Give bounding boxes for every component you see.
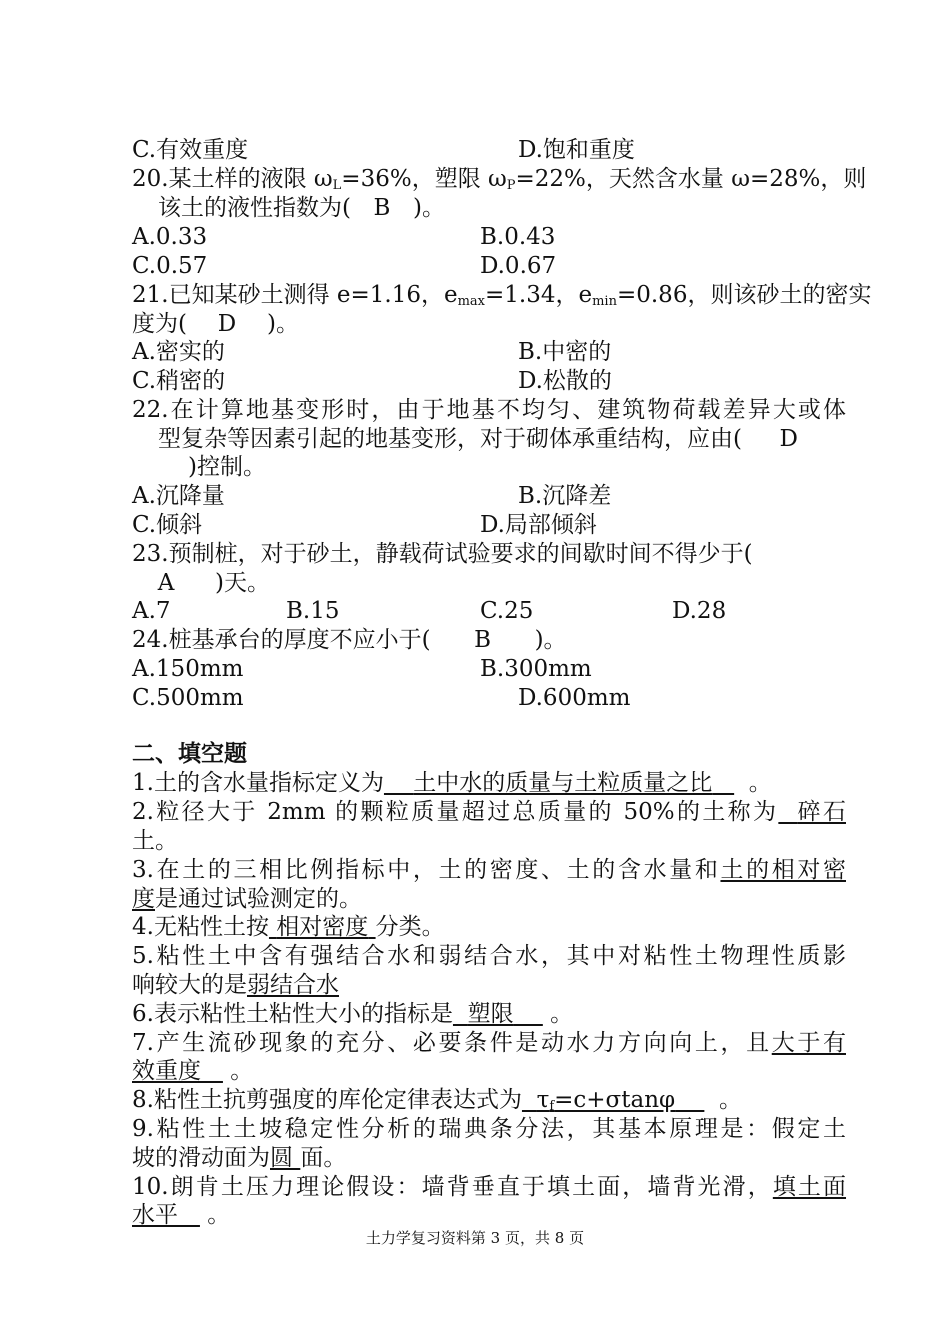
q22-answer: D: [779, 426, 798, 452]
q23-stem-line1: 23.预制桩，对于砂土，静载荷试验要求的间歇时间不得少于(: [132, 541, 753, 567]
q20-stem-line2: 该土的液性指数为( B )。: [158, 195, 445, 221]
fill-3-answer-part1: 土的相对密: [720, 857, 846, 883]
fill-5-line1: 5.粘性土中含有强结合水和弱结合水，其中对粘性土物理性质影: [132, 943, 846, 969]
fill-3-line2: 度是通过试验测定的。: [132, 886, 362, 912]
q24-option-c: C.500mm: [132, 685, 244, 711]
q22-options-row1: [132, 482, 846, 511]
q24-option-a: A.150mm: [132, 656, 244, 682]
fill-8: 8.粘性土抗剪强度的库伦定律表达式为 $\tau_f=c+\sigma\tan\varphi$ 。: [132, 1087, 742, 1114]
fill-5-answer: 弱结合水: [247, 972, 339, 998]
fill-2-line1: 2.粒径大于 2mm 的颗粒质量超过总质量的 50%的土称为 碎石: [132, 799, 846, 825]
fill-3-line1: 3.在土的三相比例指标中，土的密度、土的含水量和土的相对密: [132, 857, 846, 883]
fill-7-line1: 7.产生流砂现象的充分、必要条件是动水力方向向上，且大于有: [132, 1030, 846, 1056]
fill-8-answer: $\tau_f=c+\sigma\tan\varphi$: [536, 1087, 676, 1114]
fill-1: 1.土的含水量指标定义为 土中水的质量与土粒质量之比 。: [132, 770, 772, 796]
q20-option-d: D.0.67: [480, 253, 557, 279]
fill-10-answer-part2: 水平: [132, 1202, 178, 1228]
fill-6-answer: 塑限: [467, 1001, 514, 1027]
q24-option-b: B.300mm: [480, 656, 592, 682]
q23-option-b: B.15: [286, 598, 340, 624]
q23-stem-line2: A )天。: [155, 569, 846, 598]
q21-options-row1: [132, 338, 846, 367]
fill-5-line2: 响较大的是弱结合水: [132, 972, 339, 998]
q22-stem-line1: 22.在计算地基变形时，由于地基不均匀、建筑物荷载差异大或体: [132, 397, 846, 423]
q22-stem-line2: 型复杂等因素引起的地基变形，对于砌体承重结构，应由( D: [158, 426, 798, 452]
fill-6: 6.表示粘性土粘性大小的指标是 塑限 。: [132, 1001, 574, 1027]
q23-answer: A: [157, 570, 175, 596]
fill-7-answer-part1: 大于有: [771, 1030, 846, 1056]
q23-option-c: C.25: [480, 598, 534, 624]
q22-stem-line3: )控制。: [188, 454, 266, 480]
q20-option-a: A.0.33: [132, 224, 208, 250]
q23-options-row: [132, 597, 846, 626]
q20-option-c: C.0.57: [132, 253, 208, 279]
q20-option-b: B.0.43: [480, 224, 556, 250]
fill-1-answer: 土中水的质量与土粒质量之比: [413, 770, 713, 796]
page-footer: 土力学复习资料第 3 页，共 8 页: [365, 1229, 585, 1247]
q21-stem-line1: 21.已知某砂土测得 e=1.16，$e_{max}=1.34$，$e_{min}=0.86$，则该砂土的密实: [132, 282, 872, 309]
fill-10-answer-part1: 填土面: [772, 1174, 847, 1200]
q24-stem: 24.桩基承台的厚度不应小于( B )。: [132, 627, 567, 653]
q23-option-a: A.7: [132, 598, 171, 624]
fill-3-answer-part2: 度: [132, 886, 155, 912]
q20-stem-line1: 20.某土样的液限 $\omega_L=36\%$，塑限 $\omega_P=22\%$，天然含水量 ω=28%，则: [132, 166, 867, 193]
q21-option-a: A.密实的: [132, 339, 225, 365]
q24-answer: B: [474, 627, 492, 653]
fill-10-line1: 10.朗肯土压力理论假设：墙背垂直于填土面，墙背光滑，填土面: [132, 1174, 847, 1200]
fill-4: 4.无粘性土按 相对密度 分类。: [132, 914, 445, 940]
fill-10-line2: 水平 。: [132, 1202, 231, 1228]
q20-answer: B: [373, 195, 391, 221]
q21-option-b: B.中密的: [518, 339, 612, 365]
q24-options-row2: [132, 684, 846, 713]
fill-7-answer-part2: 效重度: [132, 1058, 201, 1084]
q19-option-c: C.有效重度: [132, 137, 249, 163]
q19-option-d: D.饱和重度: [518, 137, 635, 163]
q21-options-row2: [132, 367, 846, 396]
fill-2-line2: 土。: [132, 828, 178, 854]
q22-option-d: D.局部倾斜: [480, 512, 597, 538]
fill-4-answer: 相对密度: [276, 914, 369, 940]
q21-stem-line2: 度为( D )。: [132, 311, 299, 337]
q24-options-row1: [132, 655, 846, 684]
fill-7-line2: 效重度 。: [132, 1058, 254, 1084]
q20-options-row1: [132, 223, 846, 252]
q21-option-d: D.松散的: [518, 368, 612, 394]
fill-9-answer: 圆: [270, 1145, 293, 1171]
fill-9-line2: 坡的滑动面为圆 面。: [132, 1145, 347, 1171]
q21-option-c: C.稍密的: [132, 368, 226, 394]
q22-options-row2: [132, 511, 846, 540]
fill-9-line1: 9.粘性土土坡稳定性分析的瑞典条分法，其基本原理是：假定土: [132, 1116, 846, 1142]
q22-option-c: C.倾斜: [132, 512, 203, 538]
q19-options-row: [132, 136, 846, 165]
fill-2-answer: 碎石: [797, 799, 846, 825]
q22-option-b: B.沉降差: [518, 483, 612, 509]
q22-option-a: A.沉降量: [132, 483, 225, 509]
q23-option-d: D.28: [672, 598, 727, 624]
q21-answer: D: [217, 311, 237, 337]
q20-options-row2: [132, 252, 846, 281]
section2-title: 二、填空题: [132, 741, 247, 767]
q24-option-d: D.600mm: [518, 685, 631, 711]
